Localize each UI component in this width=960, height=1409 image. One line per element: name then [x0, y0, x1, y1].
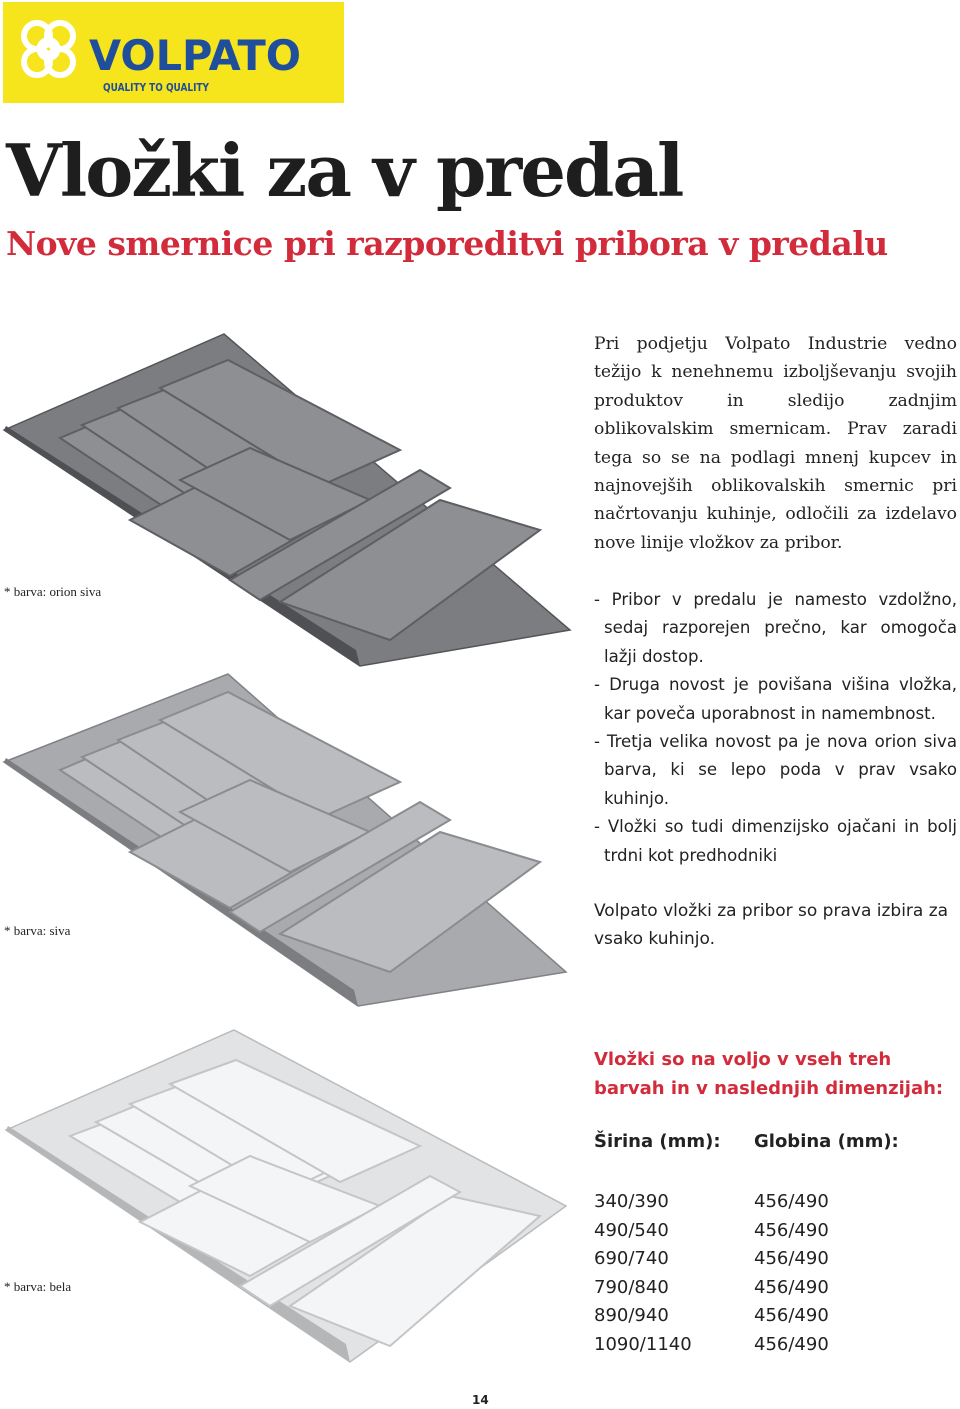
- logo-graphic: [3, 2, 344, 103]
- product-color-label-3: * barva: bela: [4, 1279, 72, 1294]
- feature-list: [594, 586, 957, 870]
- page-number: 14: [472, 1393, 489, 1407]
- width-value: 690/740: [594, 1248, 669, 1269]
- flower-mark-icon: [24, 23, 73, 75]
- width-value: 340/390: [594, 1191, 669, 1212]
- product-color-label-1: * barva: orion siva: [4, 584, 102, 599]
- width-value: 890/940: [594, 1305, 669, 1326]
- depth-value: 456/490: [754, 1219, 829, 1241]
- feature-item: - Vložki so tudi dimenzijsko ojačani in bolj trdni kot predhodniki: [594, 817, 957, 865]
- cutlery-tray-icon: [2, 333, 570, 670]
- tray-image-orion-grey: [0, 330, 580, 670]
- tray-image-white: [0, 1026, 580, 1366]
- depth-value: 456/490: [754, 1276, 829, 1298]
- page-title: Vložki za v predal: [6, 128, 683, 213]
- brand-tagline: QUALITY TO QUALITY: [103, 81, 210, 94]
- depth-value: 456/490: [754, 1191, 829, 1212]
- volpato-logo: [3, 2, 344, 103]
- cutlery-tray-icon: [4, 674, 566, 1006]
- width-header: Širina (mm):: [594, 1131, 721, 1152]
- tray-image-grey: [0, 672, 580, 1012]
- cutlery-tray-icon: [6, 1030, 566, 1362]
- feature-item: - Tretja velika novost pa je nova orion siva barva, ki se lepo poda v prav vsako kuhinjo.: [594, 732, 957, 808]
- width-column: [594, 1188, 692, 1359]
- page-subtitle: Nove smernice pri razporeditvi pribora v predalu: [6, 224, 888, 263]
- closing-paragraph: Volpato vložki za pribor so prava izbira za vsako kuhinjo.: [594, 901, 949, 950]
- depth-value: 456/490: [754, 1305, 829, 1326]
- feature-item: - Druga novost je povišana višina vložka, kar poveča uporabnost in namembnost.: [594, 675, 957, 723]
- depth-header: Globina (mm):: [754, 1131, 899, 1152]
- width-value: 490/540: [594, 1219, 669, 1241]
- brand-name: VOLPATO: [89, 31, 301, 80]
- depth-column: [754, 1188, 829, 1359]
- feature-item: - Pribor v predalu je namesto vzdolžno, sedaj razporejen prečno, kar omogoča lažji dostop.: [594, 590, 957, 666]
- product-color-label-2: * barva: siva: [4, 923, 71, 938]
- depth-value: 456/490: [754, 1333, 829, 1355]
- availability-heading: Vložki so na voljo v vseh treh barvah in v naslednjih dimenzijah:: [594, 1049, 944, 1099]
- depth-value: 456/490: [754, 1248, 829, 1269]
- width-value: 790/840: [594, 1276, 669, 1298]
- width-value: 1090/1140: [594, 1333, 692, 1355]
- intro-paragraph: Pri podjetju Volpato Industrie vedno težijo k nenehnemu izboljševanju svojih produktov in sledijo zadnjim oblikovalskim smernicam. Prav zaradi tega so se na podlagi mnenj kupcev in najnovejših oblikovalskih smernic pri načrtovanju kuhinje, odločili za izdelavo nove linije vložkov za pribor.: [594, 334, 957, 553]
